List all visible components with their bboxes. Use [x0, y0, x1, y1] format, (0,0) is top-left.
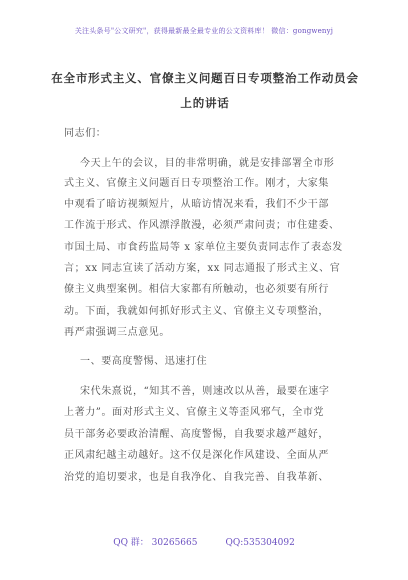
paragraph-2-line-2: 上著力”。面对形式主义、官僚主义等歪风邪气，全市党: [64, 407, 325, 418]
paragraph-1-line-2: 式主义、官僚主义问题百日专项整治工作。刚才，大家集: [64, 178, 329, 189]
paragraph-1-line-8: 动。下面，我就如何抓好形式主义、官僚主义专项整治，: [64, 306, 329, 317]
paragraph-2-line-1: 宋代朱熹说，“知其不善，则速改以从善，最要在速字: [80, 386, 330, 397]
document-title-line-1: 在全市形式主义、官僚主义问题百日专项整治工作动员会: [51, 71, 359, 85]
paragraph-1-line-7: 僚主义典型案例。相信大家都有所触动，也必须要有所行: [64, 284, 329, 295]
paragraph-1-line-3: 中观看了暗访视频短片，从暗访情况来看，我们不少干部: [64, 199, 329, 210]
document-title-line-2: 上的讲话: [180, 96, 230, 110]
header-promo-line: 关注头条号"公文研究"，获得最新最全最专业的公文资料库！ 微信：gongwenyj: [74, 27, 334, 35]
footer-qq-number: QQ:535304092: [225, 538, 295, 548]
paragraph-2-line-5: 治党的追切要求，也是自我净化、自我完善、自我革新、: [64, 472, 329, 483]
salutation: 同志们：: [64, 128, 107, 139]
paragraph-1-line-5: 市国土局、市食药监局等 x 家单位主要负责同志作了表态发: [64, 242, 343, 253]
paragraph-1-line-6: 言；xx 同志宣读了活动方案，xx 同志通报了形式主义、官: [64, 263, 341, 274]
paragraph-1-line-9: 再严肃强调三点意见。: [64, 327, 170, 338]
footer-contact: [0, 535, 408, 548]
section-1-heading: 一、要高度警惕、迅速打住: [80, 356, 208, 367]
paragraph-2-line-3: 员干部务必要政治清醒、高度警惕，自我要求越严越好，: [64, 429, 329, 440]
footer-qq-group: QQ 群： 30265665: [113, 538, 198, 548]
paragraph-1-line-4: 工作流于形式、作风漂浮散漫，必须严肃问责；市住建委、: [64, 220, 340, 231]
paragraph-1-line-1: 今天上午的会议，目的非常明确，就是安排部署全市形: [80, 158, 335, 169]
paragraph-2-line-4: 正风肃纪越主动越好。这不仅是深化作风建设、全面从严: [64, 450, 329, 461]
